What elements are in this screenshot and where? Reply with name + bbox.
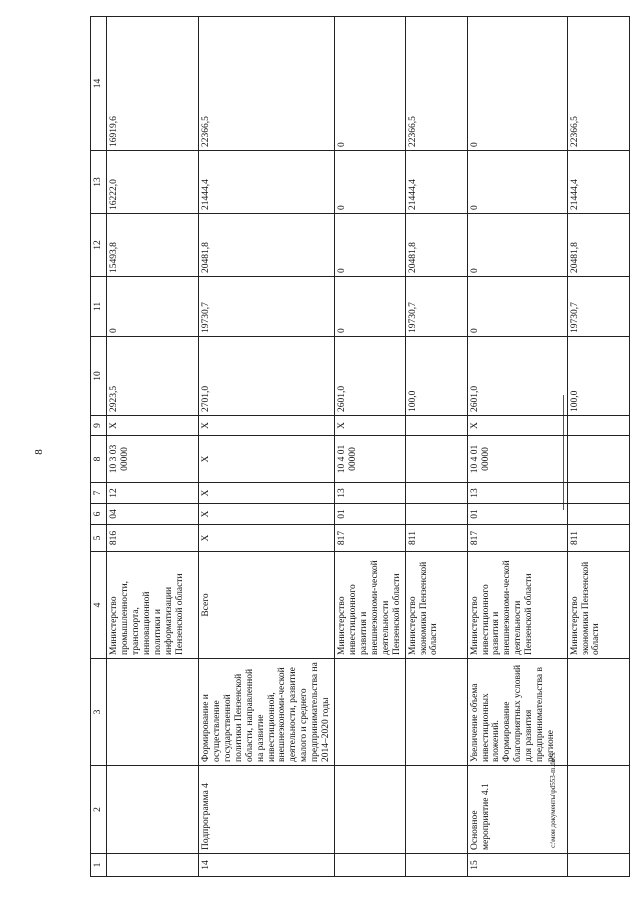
- table-cell: 15: [467, 854, 567, 877]
- table-cell: 13: [467, 483, 567, 504]
- table-cell: 811: [567, 525, 629, 552]
- table-cell: 20481,8: [567, 214, 629, 277]
- table-cell: [567, 416, 629, 436]
- table-cell: X: [467, 416, 567, 436]
- table-cell: 22366,5: [199, 17, 335, 151]
- table-cell: Увеличение объема инвестиционных вложений. Формирование благоприятных условий для развития предпринимательства в регионе: [467, 659, 567, 766]
- table-cell: 0: [467, 151, 567, 214]
- column-number-cell: 10: [91, 337, 107, 416]
- table-cell: 816: [107, 525, 199, 552]
- table-cell: 0: [335, 277, 406, 337]
- table-cell: 19730,7: [567, 277, 629, 337]
- footer-file-path: c:\мои документы\pd553-m.docx: [548, 752, 557, 848]
- table-cell: 10 4 01 00000: [335, 436, 406, 483]
- table-cell: 16919,6: [107, 17, 199, 151]
- column-number-cell: 11: [91, 277, 107, 337]
- column-number-cell: 6: [91, 504, 107, 525]
- budget-table: [90, 16, 630, 877]
- table-row: [107, 17, 199, 877]
- table-cell: 2601,0: [335, 337, 406, 416]
- column-number-cell: 13: [91, 151, 107, 214]
- table-cell: 0: [107, 277, 199, 337]
- column-number-cell: 14: [91, 17, 107, 151]
- table-cell: Подпрограмма 4: [199, 766, 335, 854]
- table-row: [467, 17, 567, 877]
- table-cell: Основное мероприятие 4.1: [467, 766, 567, 854]
- column-number-cell: 2: [91, 766, 107, 854]
- table-cell: [405, 766, 467, 854]
- table-cell: 0: [467, 17, 567, 151]
- table-cell: 01: [335, 504, 406, 525]
- table-cell: 22366,5: [405, 17, 467, 151]
- table-cell: 22366,5: [567, 17, 629, 151]
- table-cell: 20481,8: [199, 214, 335, 277]
- table-cell: [567, 659, 629, 766]
- table-cell: [335, 766, 406, 854]
- table-cell: Министерство инвестиционного развития и внешнеэкономи-ческой деятельности Пензенской области: [467, 552, 567, 659]
- table-cell: 12: [107, 483, 199, 504]
- table-cell: 2701,0: [199, 337, 335, 416]
- table-row: [405, 17, 467, 877]
- table-cell: 01: [467, 504, 567, 525]
- table-cell: 19730,7: [199, 277, 335, 337]
- column-number-cell: 3: [91, 659, 107, 766]
- table-cell: [405, 659, 467, 766]
- table-cell: 0: [467, 214, 567, 277]
- table-cell: [335, 854, 406, 877]
- column-number-row: [91, 17, 107, 877]
- table-cell: Всего: [199, 552, 335, 659]
- table-cell: Министерство экономики Пензенской области: [405, 552, 467, 659]
- table-cell: 16222,0: [107, 151, 199, 214]
- table-cell: [567, 854, 629, 877]
- page-number: 8: [32, 449, 45, 455]
- table-row: [567, 17, 629, 877]
- table-cell: 10 4 01 00000: [467, 436, 567, 483]
- column-number-cell: 8: [91, 436, 107, 483]
- table-cell: [567, 504, 629, 525]
- table-row: [335, 17, 406, 877]
- table-cell: [567, 436, 629, 483]
- table-cell: [107, 854, 199, 877]
- column-number-cell: 1: [91, 854, 107, 877]
- table-cell: 10 3 03 00000: [107, 436, 199, 483]
- column-number-cell: 4: [91, 552, 107, 659]
- table-row: [199, 17, 335, 877]
- table-cell: 15493,8: [107, 214, 199, 277]
- table-cell: X: [199, 525, 335, 552]
- table-body: [91, 17, 630, 877]
- table-cell: 20481,8: [405, 214, 467, 277]
- table-cell: 14: [199, 854, 335, 877]
- table-cell: 21444,4: [567, 151, 629, 214]
- table-cell: 817: [335, 525, 406, 552]
- table-cell: 100,0: [405, 337, 467, 416]
- table-cell: X: [107, 416, 199, 436]
- table-cell: 21444,4: [405, 151, 467, 214]
- table-cell: X: [335, 416, 406, 436]
- table-cell: Министерство инвестиционного развития и внешнеэкономи-ческой деятельности Пензенской области: [335, 552, 406, 659]
- table-cell: 2601,0: [467, 337, 567, 416]
- table-cell: [405, 416, 467, 436]
- table-cell: 21444,4: [199, 151, 335, 214]
- table-cell: X: [199, 416, 335, 436]
- column-number-cell: 5: [91, 525, 107, 552]
- table-cell: 0: [467, 277, 567, 337]
- table-cell: [405, 854, 467, 877]
- column-number-cell: 12: [91, 214, 107, 277]
- table-cell: 100,0: [567, 337, 629, 416]
- table-cell: 811: [405, 525, 467, 552]
- table-cell: 817: [467, 525, 567, 552]
- table-cell: [107, 766, 199, 854]
- table-cell: 04: [107, 504, 199, 525]
- table-cell: [107, 659, 199, 766]
- table-cell: Министерство промышленности, транспорта, инновационной политики и информатизации Пензенской области: [107, 552, 199, 659]
- table-cell: 19730,7: [405, 277, 467, 337]
- table-cell: Формирование и осуществление государственной политики Пензенской области, направленной на развитие инвестиционной, внешнеэкономи-ческой деятельности, развитие малого и среднего предпринимательства на 2014–2020 годы: [199, 659, 335, 766]
- table-cell: [335, 659, 406, 766]
- table-cell: 0: [335, 214, 406, 277]
- table-cell: Министерство экономики Пензенской области: [567, 552, 629, 659]
- table-cell: 0: [335, 17, 406, 151]
- table-cell: [567, 483, 629, 504]
- column-number-cell: 7: [91, 483, 107, 504]
- table-cell: 0: [335, 151, 406, 214]
- table-cell: X: [199, 504, 335, 525]
- table-cell: [567, 766, 629, 854]
- table-cell: X: [199, 483, 335, 504]
- table-cell: [405, 436, 467, 483]
- table-cell: X: [199, 436, 335, 483]
- table-cell: 2923,5: [107, 337, 199, 416]
- table-cell: [405, 483, 467, 504]
- table-cell: [405, 504, 467, 525]
- table-cell: 13: [335, 483, 406, 504]
- column-number-cell: 9: [91, 416, 107, 436]
